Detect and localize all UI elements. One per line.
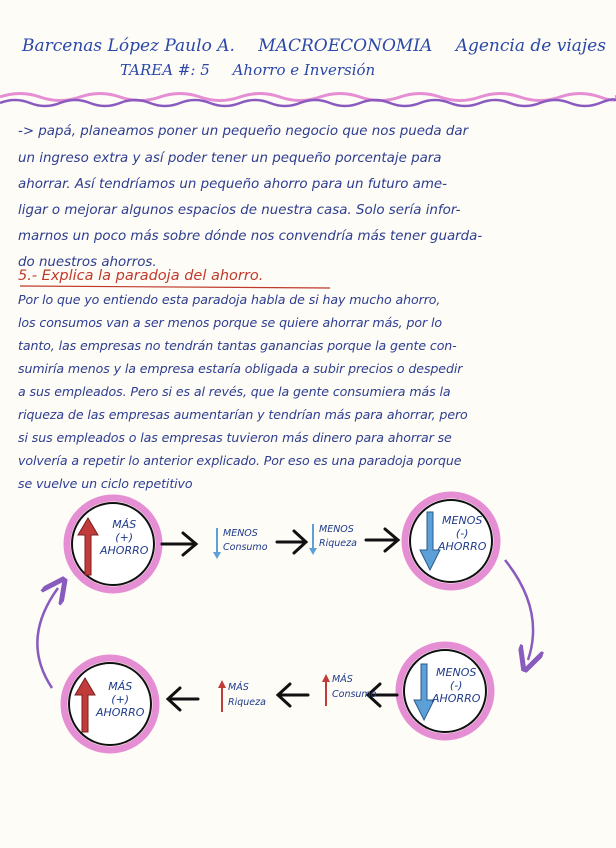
question-heading: 5.- Explica la paradoja del ahorro. [18, 268, 264, 284]
answer-line: si sus empleados o las empresas tuvieron más dinero para ahorrar se [18, 430, 452, 445]
top-mid1-label: MENOS Consumo [223, 528, 268, 553]
arrow-left-icon [278, 684, 308, 706]
top-right-label: MENOS (-) AHORRO [438, 514, 487, 553]
answer-line: se vuelve un ciclo repetitivo [18, 476, 193, 491]
small-down-arrow-icon [309, 524, 317, 555]
subject-title: MACROECONOMIA [258, 36, 433, 56]
answer-line: tanto, las empresas no tendrán tantas ganancias porque la gente con- [18, 338, 457, 353]
answer-line: sumiría menos y la empresa estaría obligada a subir precios o despedir [18, 361, 463, 376]
header-underline-purple [0, 99, 616, 106]
bottom-mid1-label: MÁS Consumo [332, 674, 377, 700]
intro-line: ligar o mejorar algunos espacios de nuestra casa. Solo sería infor- [18, 203, 461, 218]
intro-line: ahorrar. Así tendríamos un pequeño ahorro para un futuro ame- [18, 177, 447, 192]
bottom-mid2-label: MÁS Riqueza [228, 682, 266, 708]
answer-line: los consumos van a ser menos porque se quiere ahorrar más, por lo [18, 315, 442, 330]
arrow-left-icon [168, 688, 198, 710]
question-underline [20, 286, 330, 288]
cycle-arrow-left-icon [37, 588, 58, 688]
small-down-arrow-icon [213, 528, 221, 559]
answer-line: riqueza de las empresas aumentarían y tendrían más para ahorrar, pero [18, 407, 468, 422]
arrow-right-icon [162, 533, 196, 555]
answer-line: volvería a repetir lo anterior explicado. Por eso es una paradoja porque [18, 453, 462, 468]
cycle-arrow-right-icon [505, 560, 533, 660]
small-up-arrow-icon [218, 680, 226, 712]
answer-line: Por lo que yo entiendo esta paradoja habla de si hay mucho ahorro, [18, 292, 441, 307]
agency-label: Agencia de viajes [455, 36, 606, 56]
top-mid2-label: MENOS Riqueza [319, 524, 357, 549]
top-left-label: MÁS (+) AHORRO [100, 518, 149, 557]
arrow-right-icon [277, 531, 306, 553]
small-up-arrow-icon [322, 674, 330, 706]
student-name: Barcenas López Paulo A. [22, 36, 235, 56]
intro-line: marnos un poco más sobre dónde nos convendría más tener guarda- [18, 229, 483, 244]
topic-title: Ahorro e Inversión [232, 61, 376, 79]
intro-line: un ingreso extra y así poder tener un pequeño porcentaje para [18, 151, 442, 166]
answer-line: a sus empleados. Pero si es al revés, que la gente consumiera más la [18, 384, 451, 399]
bottom-left-label: MÁS (+) AHORRO [96, 680, 145, 719]
intro-line: -> papá, planeamos poner un pequeño negocio que nos pueda dar [18, 124, 469, 139]
arrow-right-icon [366, 529, 398, 551]
task-number: TAREA #: 5 [120, 61, 210, 79]
intro-line: do nuestros ahorros. [18, 255, 157, 270]
bottom-right-label: MENOS (-) AHORRO [432, 666, 481, 705]
